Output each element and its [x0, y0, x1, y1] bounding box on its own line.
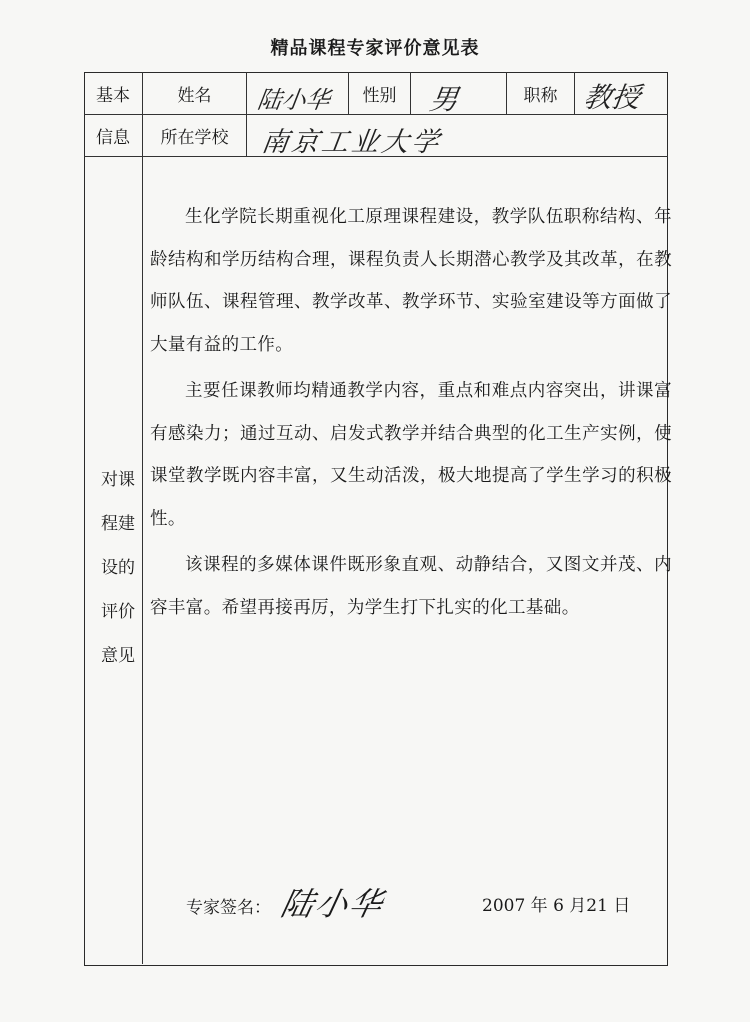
opinion-paragraph: 该课程的多媒体课件既形象直观、动静结合，又图文并茂、内容丰富。希望再接再厉，为学生打下扎实的化工基础。 — [150, 555, 672, 618]
title-value: 教授 — [581, 81, 643, 114]
basic-info-label: 基本 — [96, 85, 130, 106]
column-divider — [410, 72, 411, 114]
gender-value: 男 — [427, 83, 461, 116]
column-divider — [574, 72, 575, 114]
opinion-paragraph: 生化学院长期重视化工原理课程建设，教学队伍职称结构、年龄结构和学历结构合理，课程负责人长期潜心教学及其改革，在教师队伍、课程管理、教学改革、教学环节、实验室建设等方面做了大量有益的工作。 — [150, 207, 672, 355]
opinion-label-line: 程建 — [101, 514, 135, 534]
gender-label: 性别 — [362, 85, 397, 106]
opinion-label — [96, 458, 140, 678]
opinion-label-line: 设的 — [101, 558, 135, 578]
opinion-label-line: 评价 — [101, 602, 135, 622]
basic-info-label-line2: 信息 — [96, 127, 130, 148]
opinion-label-line: 意见 — [101, 646, 135, 666]
signature-date: 2007 年 6 月21 日 — [482, 896, 631, 916]
signature-label: 专家签名： — [186, 898, 271, 918]
opinion-text — [150, 196, 672, 629]
opinion-label-line: 对课 — [101, 470, 135, 490]
signature-row — [186, 885, 656, 925]
title-label: 职称 — [523, 85, 558, 106]
handwritten-signature: 陆小华 — [277, 885, 388, 923]
form-title: 精品课程专家评价意见表 — [270, 38, 480, 59]
column-divider — [246, 72, 247, 156]
school-label: 所在学校 — [160, 127, 229, 148]
name-value: 陆小华 — [255, 86, 332, 114]
column-divider — [142, 72, 143, 964]
school-value: 南京工业大学 — [259, 127, 444, 158]
name-label: 姓名 — [177, 85, 212, 106]
opinion-paragraph: 主要任课教师均精通教学内容，重点和难点内容突出，讲课富有感染力；通过互动、启发式教学并结合典型的化工生产实例，使课堂教学既内容丰富，又生动活泼，极大地提高了学生学习的积极性。 — [150, 381, 672, 529]
